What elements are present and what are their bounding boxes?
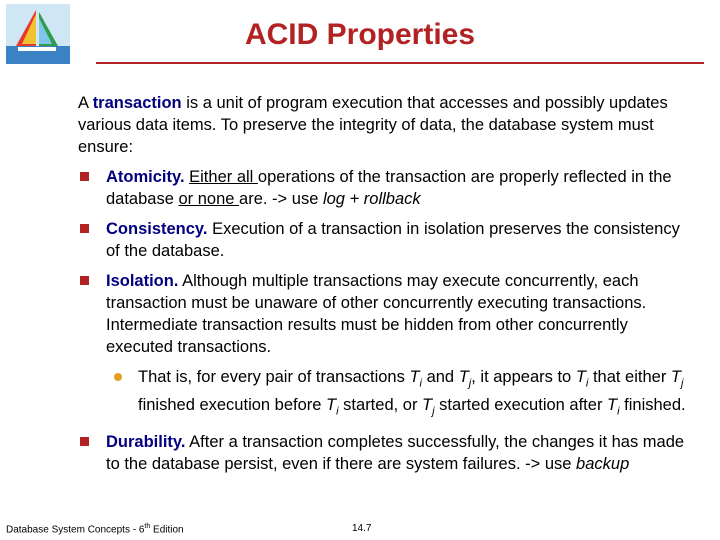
square-bullet-icon — [80, 437, 89, 446]
bullet-isolation: Isolation. Although multiple transactions may execute concurrently, each transaction must be unaware of other concurrently executing transactions. Intermediate transaction results must be hidden from other concurrently executed transactions. — [78, 270, 698, 358]
slide-title: ACID Properties — [244, 18, 476, 51]
sub-bullet-isolation-detail: That is, for every pair of transactions $T_i$ and $T_j$, it appears to $T_i$ that either $T_j$ finished execution before $T_i$ started, or $T_j$ started execution after $T_i$ finished. — [78, 366, 698, 423]
bullet-atomicity: Atomicity. Either all operations of the transaction are properly reflected in the database or none are. -> use log + rollback — [78, 166, 698, 210]
circle-bullet-icon — [114, 373, 122, 381]
bullet-consistency: Consistency. Execution of a transaction in isolation preserves the consistency of the database. — [78, 218, 698, 262]
square-bullet-icon — [80, 172, 89, 181]
footer-book-title: Database System Concepts - 6th Edition — [6, 523, 184, 536]
footer-page-number: 14.7 — [352, 523, 372, 534]
square-bullet-icon — [80, 276, 89, 285]
intro-paragraph: A transaction is a unit of program execution that accesses and possibly updates various data items. To preserve the integrity of data, the database system must ensure: — [78, 94, 668, 156]
slide-content — [78, 92, 698, 483]
bullet-durability: Durability. After a transaction completes successfully, the changes it has made to the database persist, even if there are system failures. -> use backup — [78, 431, 698, 475]
title-divider — [96, 62, 704, 64]
square-bullet-icon — [80, 224, 89, 233]
